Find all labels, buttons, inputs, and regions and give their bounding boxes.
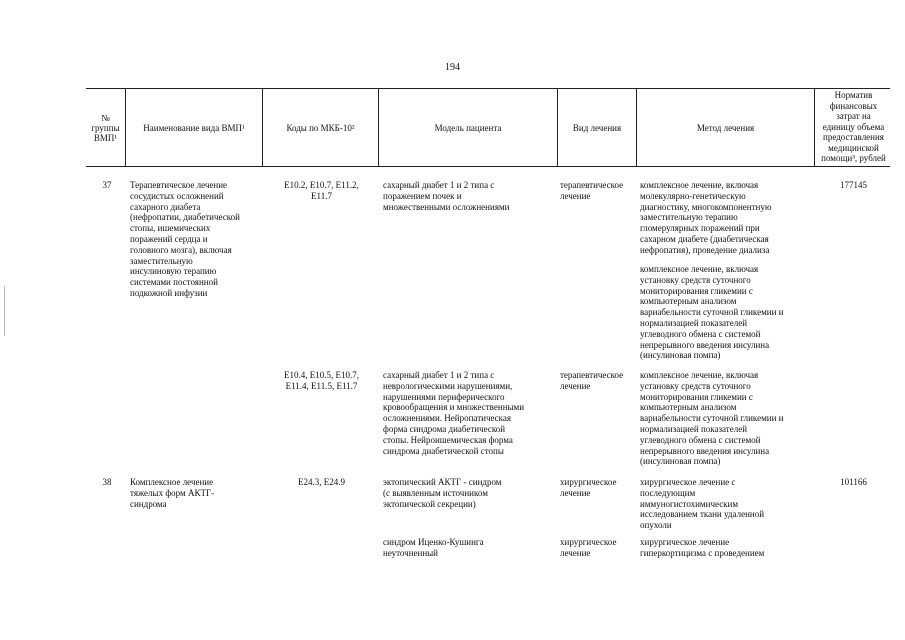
- header-treatment-type: Вид лечения: [572, 122, 622, 133]
- row-38-treatment-1: хирургическое лечение: [560, 477, 617, 498]
- row-38-model-1: эктопический АКТГ - синдром (с выявленным источником эктопической секреции): [383, 477, 502, 509]
- row-37-treatment-1: терапевтическое лечение: [560, 180, 624, 201]
- row-38-model-2: синдром Иценко-Кушинга неуточненный: [383, 537, 484, 558]
- header-codes: Коды по МКБ-10²: [286, 122, 355, 133]
- row-37-codes-1: E10.2, E10.7, E11.2, E11.7: [284, 180, 359, 201]
- header-group: № группы ВМП¹: [91, 112, 120, 143]
- row-38-name: Комплексное лечение тяжелых форм АКТГ- синдрома: [130, 477, 215, 509]
- row-37-model-2: сахарный диабет 1 и 2 типа с неврологическими нарушениями, нарушениями периферического кровообращения и множественными осложнениями. Нейропатическая форма синдрома диабетической стопы. Нейроишемическая форма синдрома диабетической стопы: [383, 370, 525, 456]
- row-37-treatment-2: терапевтическое лечение: [560, 370, 624, 391]
- row-38-method-2: хирургическое лечение гиперкортицизма с проведением: [640, 537, 765, 558]
- row-37-group: 37: [102, 180, 112, 190]
- header-name: Наименование вида ВМП¹: [143, 122, 245, 133]
- row-38-treatment-2: хирургическое лечение: [560, 537, 617, 558]
- header-method: Метод лечения: [696, 122, 755, 133]
- row-37-method-2: комплексное лечение, включая установку средств суточного мониторирования гликемии с компьютерным анализом вариабельности суточной гликемии и нормализацией показателей углеводного обмена с системой непрерывного введения инсулина (инсулиновая помпа): [640, 370, 784, 467]
- row-38-method-1: хирургическое лечение с последующим иммуногистохимическим исследованием ткани удаленной опухоли: [640, 477, 765, 531]
- row-38-codes-1: E24.3, E24.9: [298, 477, 345, 487]
- row-37-name: Терапевтическое лечение сосудистых осложнений сахарного диабета (нефропатии, диабетической стопы, ишемических поражений сердца и головного мозга), включая заместительную инсулиновую терапию системами постоянной подкожной инфузии: [130, 180, 240, 298]
- row-37-method-1b: комплексное лечение, включая установку средств суточного мониторирования гликемии с компьютерным анализом вариабельности суточной гликемии и нормализацией показателей углеводного обмена с системой непрерывного введения инсулина (инсулиновая помпа): [640, 264, 784, 361]
- row-38-group: 38: [102, 477, 112, 487]
- row-37-norm: 177145: [840, 180, 867, 190]
- row-37-model-1: сахарный диабет 1 и 2 типа с поражением почек и множественными осложнениями: [383, 180, 510, 212]
- row-37-method-1a: комплексное лечение, включая молекулярно-генетическую диагностику, многокомпонентную заместительную терапию гломерулярных поражений при сахарном диабете (диабетическая нефропатия), проведение диализа: [640, 180, 772, 255]
- row-37-codes-2: E10.4, E10.5, E10.7, E11.4, E11.5, E11.7: [284, 370, 359, 391]
- header-norm: Норматив финансовых затрат на единицу объема предоставления медицинской помощи³, рублей: [821, 90, 886, 164]
- header-model: Модель пациента: [434, 122, 502, 133]
- header-top-rule: [86, 88, 890, 89]
- row-38-norm: 101166: [840, 477, 867, 487]
- page-number: 194: [445, 62, 460, 73]
- header-bottom-rule: [86, 166, 890, 167]
- scan-margin-mark: [4, 286, 5, 336]
